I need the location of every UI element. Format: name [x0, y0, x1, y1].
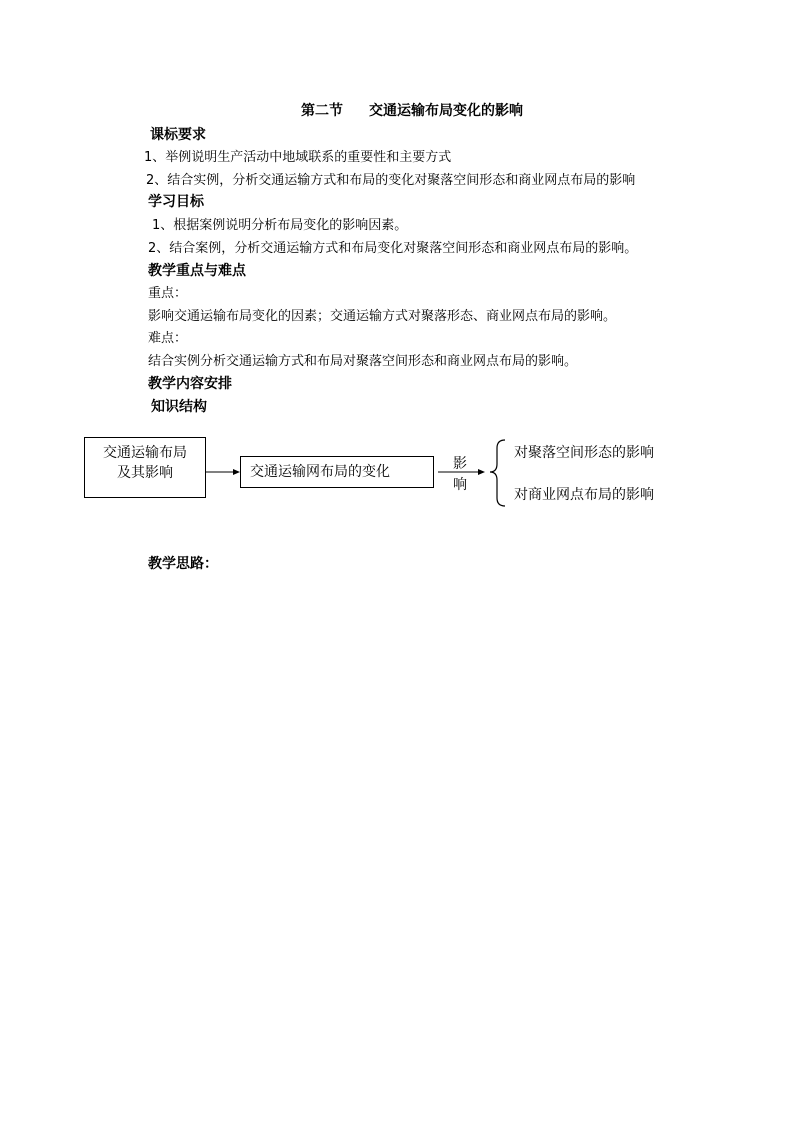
key-points-heading: 教学重点与难点: [148, 263, 246, 279]
root-line-2: 及其影响: [117, 465, 173, 481]
arrowhead-1: [233, 469, 240, 475]
diagram-root-box: [84, 437, 206, 498]
root-line-1: 交通运输布局: [103, 445, 187, 461]
arrow-label-1: 影: [453, 456, 467, 472]
curriculum-item-1: 1、举例说明生产活动中地域联系的重要性和主要方式: [144, 150, 452, 165]
objective-item-1: 1、根据案例说明分析布局变化的影响因素。: [152, 218, 408, 233]
diagram-middle-box: 交通运输网布局的变化: [240, 456, 434, 488]
curriculum-item-2: 2、结合实例，分析交通运输方式和布局的变化对聚落空间形态和商业网点布局的影响: [146, 173, 636, 188]
focus-label: 重点：: [148, 286, 188, 301]
difficulty-label: 难点：: [148, 331, 188, 346]
focus-text: 影响交通运输布局变化的因素；交通运输方式对聚落形态、商业网点布局的影响。: [148, 309, 617, 324]
section-number: 第二节: [301, 103, 343, 119]
section-name: 交通运输布局变化的影响: [369, 103, 523, 119]
brace-icon: [490, 440, 505, 506]
arrowhead-2: [478, 469, 485, 475]
arrow-label-2: 响: [453, 477, 467, 493]
difficulty-text: 结合实例分析交通运输方式和布局对聚落空间形态和商业网点布局的影响。: [148, 354, 578, 369]
outcome-settlement: 对聚落空间形态的影响: [514, 445, 654, 461]
content-heading: 教学内容安排: [148, 376, 232, 392]
outcome-commercial: 对商业网点布局的影响: [514, 487, 654, 503]
objectives-heading: 学习目标: [148, 194, 204, 210]
structure-heading: 知识结构: [151, 399, 207, 415]
teaching-approach-heading: 教学思路：: [148, 556, 218, 572]
objective-item-2: 2、结合案例，分析交通运输方式和布局变化对聚落空间形态和商业网点布局的影响。: [148, 241, 638, 256]
curriculum-heading: 课标要求: [150, 127, 206, 143]
